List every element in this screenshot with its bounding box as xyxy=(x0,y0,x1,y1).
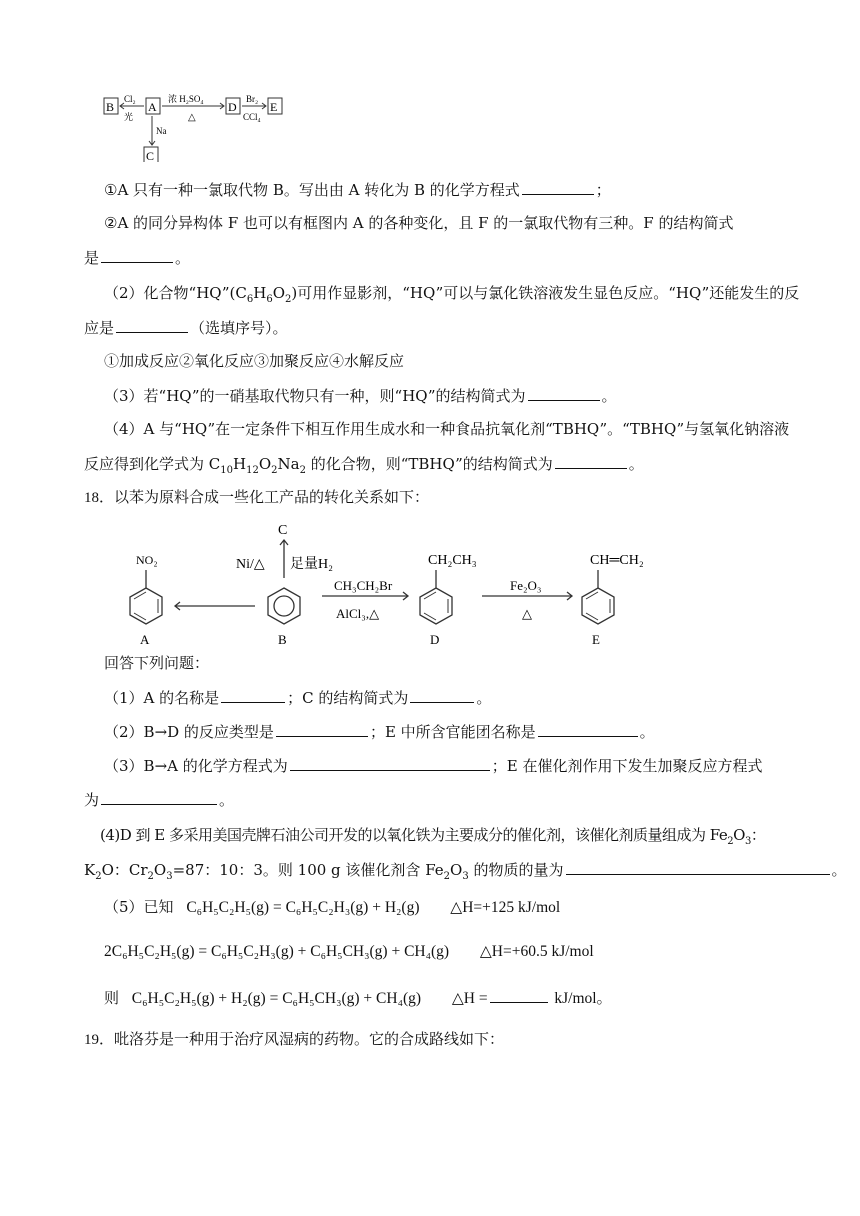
label-h2: 足量H₂ xyxy=(290,557,333,572)
answer-blank[interactable] xyxy=(566,858,830,875)
answer-blank[interactable] xyxy=(101,788,217,805)
q17-part5: （4）A 与“HQ”在一定条件下相互作用生成水和一种食品抗氧化剂“TBHQ”。“TBHQ”与氢氧化钠溶液 xyxy=(104,420,790,438)
label-a: A xyxy=(140,632,150,647)
q17-part3-cont: 应是 （选填序号）。 xyxy=(84,316,288,339)
cond-heat: △ xyxy=(188,112,196,123)
q18-sub1: （1）A 的名称是 ；C 的结构简式为 。 xyxy=(104,686,491,709)
cond-br2: Br₂ xyxy=(246,94,259,104)
q18-sub5-eq3: 则 C₆H₅C₂H₅(g) + H₂(g) = C₆H₅CH₃(g) + CH₄(g) △H = kJ/mol。 xyxy=(104,986,612,1010)
cond-cl2: Cl₂ xyxy=(124,94,136,104)
label-d: D xyxy=(430,632,440,647)
answer-blank[interactable] xyxy=(522,178,594,195)
answer-blank[interactable] xyxy=(290,754,490,771)
label-no2: NO₂ xyxy=(136,553,158,567)
answer-blank[interactable] xyxy=(538,720,638,737)
q17-part2: ②A 的同分异构体 F 也可以有框图内 A 的各种变化，且 F 的一氯取代物有三种。F 的结构简式 xyxy=(104,214,734,232)
q17-part1: ①A 只有一种一氯取代物 B。写出由 A 转化为 B 的化学方程式 ； xyxy=(104,178,611,201)
cond-light: 光 xyxy=(124,112,134,122)
q19-title: 19．吡洛芬是一种用于治疗风湿病的药物。它的合成路线如下： xyxy=(84,1030,505,1048)
box-c: C xyxy=(146,149,155,162)
answer-blank[interactable] xyxy=(221,686,285,703)
answer-blank[interactable] xyxy=(101,246,173,263)
answer-blank[interactable] xyxy=(555,452,627,469)
enthalpy-1: △H=+125 kJ/mol xyxy=(450,899,561,916)
label-c: C xyxy=(278,523,288,538)
answer-blank[interactable] xyxy=(116,316,188,333)
q18-title: 18．以苯为原料合成一些化工产品的转化关系如下： xyxy=(84,488,430,506)
box-e: E xyxy=(270,100,278,114)
q18-sub4: (4)D 到 E 多采用美国壳牌石油公司开发的以氧化铁为主要成分的催化剂，该催化剂质量组成为 $Fe_2O_3$： xyxy=(100,826,766,847)
label-vinyl: CH═CH₂ xyxy=(590,553,644,568)
answer-blank[interactable] xyxy=(410,686,474,703)
answer-blank[interactable] xyxy=(276,720,368,737)
q17-part5-cont: 反应得到化学式为 $C_{10}H_{12}O_2Na_2$ 的化合物，则“TBHQ”的结构简式为 。 xyxy=(84,452,644,475)
q18-sub5-eq2 xyxy=(104,940,594,963)
q17-options: ①加成反应②氧化反应③加聚反应④水解反应 xyxy=(104,352,405,370)
cond-na: Na xyxy=(156,126,167,136)
label-ethyl: CH₂CH₃ xyxy=(428,553,477,568)
equation-2: 2C₆H₅C₂H₅(g) = C₆H₅C₂H₃(g) + C₆H₅CH₃(g) + CH₄(g) xyxy=(104,943,450,960)
label-fe2o3: Fe₂O₃ xyxy=(510,578,542,593)
q18-sub2: （2）B→D 的反应类型是 ；E 中所含官能团名称是 。 xyxy=(104,720,655,743)
label-ch3ch2br: CH₃CH₂Br xyxy=(334,578,393,593)
cond-conc-h2so4: 浓 H₂SO₄ xyxy=(168,94,204,104)
enthalpy-3: △H = xyxy=(451,990,488,1007)
q18-sub4-cont: $K_2O$：$Cr_2O_3=87$：10：3。则 100 g 该催化剂含 $Fe_2O_3$ 的物质的量为 。 xyxy=(84,858,847,881)
q18-sub5-eq1: （5）已知 C₆H₅C₂H₅(g) = C₆H₅C₂H₃(g) + H₂(g) △H=+125 kJ/mol xyxy=(104,898,561,916)
q17-part4: （3）若“HQ”的一硝基取代物只有一种，则“HQ”的结构简式为 。 xyxy=(104,384,617,407)
cond-ccl4: CCl₄ xyxy=(243,112,261,122)
equation-1: C₆H₅C₂H₅(g) = C₆H₅C₂H₃(g) + H₂(g) xyxy=(186,899,420,916)
label-heat: △ xyxy=(522,606,532,621)
answer-blank[interactable] xyxy=(490,986,548,1003)
reaction-scheme-benzene xyxy=(120,520,680,648)
enthalpy-2: △H=+60.5 kJ/mol xyxy=(479,943,594,960)
box-a: A xyxy=(148,100,157,114)
q18-sub3-cont: 为 。 xyxy=(84,788,234,811)
reaction-scheme-1 xyxy=(100,90,300,162)
label-b: B xyxy=(278,632,287,647)
q17-part2-cont: 是 。 xyxy=(84,246,190,269)
label-ni: Ni/△ xyxy=(236,557,265,572)
box-b: B xyxy=(106,100,115,114)
box-d: D xyxy=(228,100,237,114)
label-alcl3: AlCl₃,△ xyxy=(336,606,380,621)
q17-part3: （2）化合物“$HQ”(C_6H_6O_2)$可用作显影剂，“HQ”可以与氯化铁溶液发生显色反应。“HQ”还能发生的反 xyxy=(104,284,800,305)
q18-sub3: （3）B→A 的化学方程式为 ；E 在催化剂作用下发生加聚反应方程式 xyxy=(104,754,762,777)
answer-blank[interactable] xyxy=(528,384,600,401)
equation-3: C₆H₅C₂H₅(g) + H₂(g) = C₆H₅CH₃(g) + CH₄(g) xyxy=(131,990,422,1007)
q18-ask: 回答下列问题： xyxy=(104,654,210,672)
label-e: E xyxy=(592,632,600,647)
